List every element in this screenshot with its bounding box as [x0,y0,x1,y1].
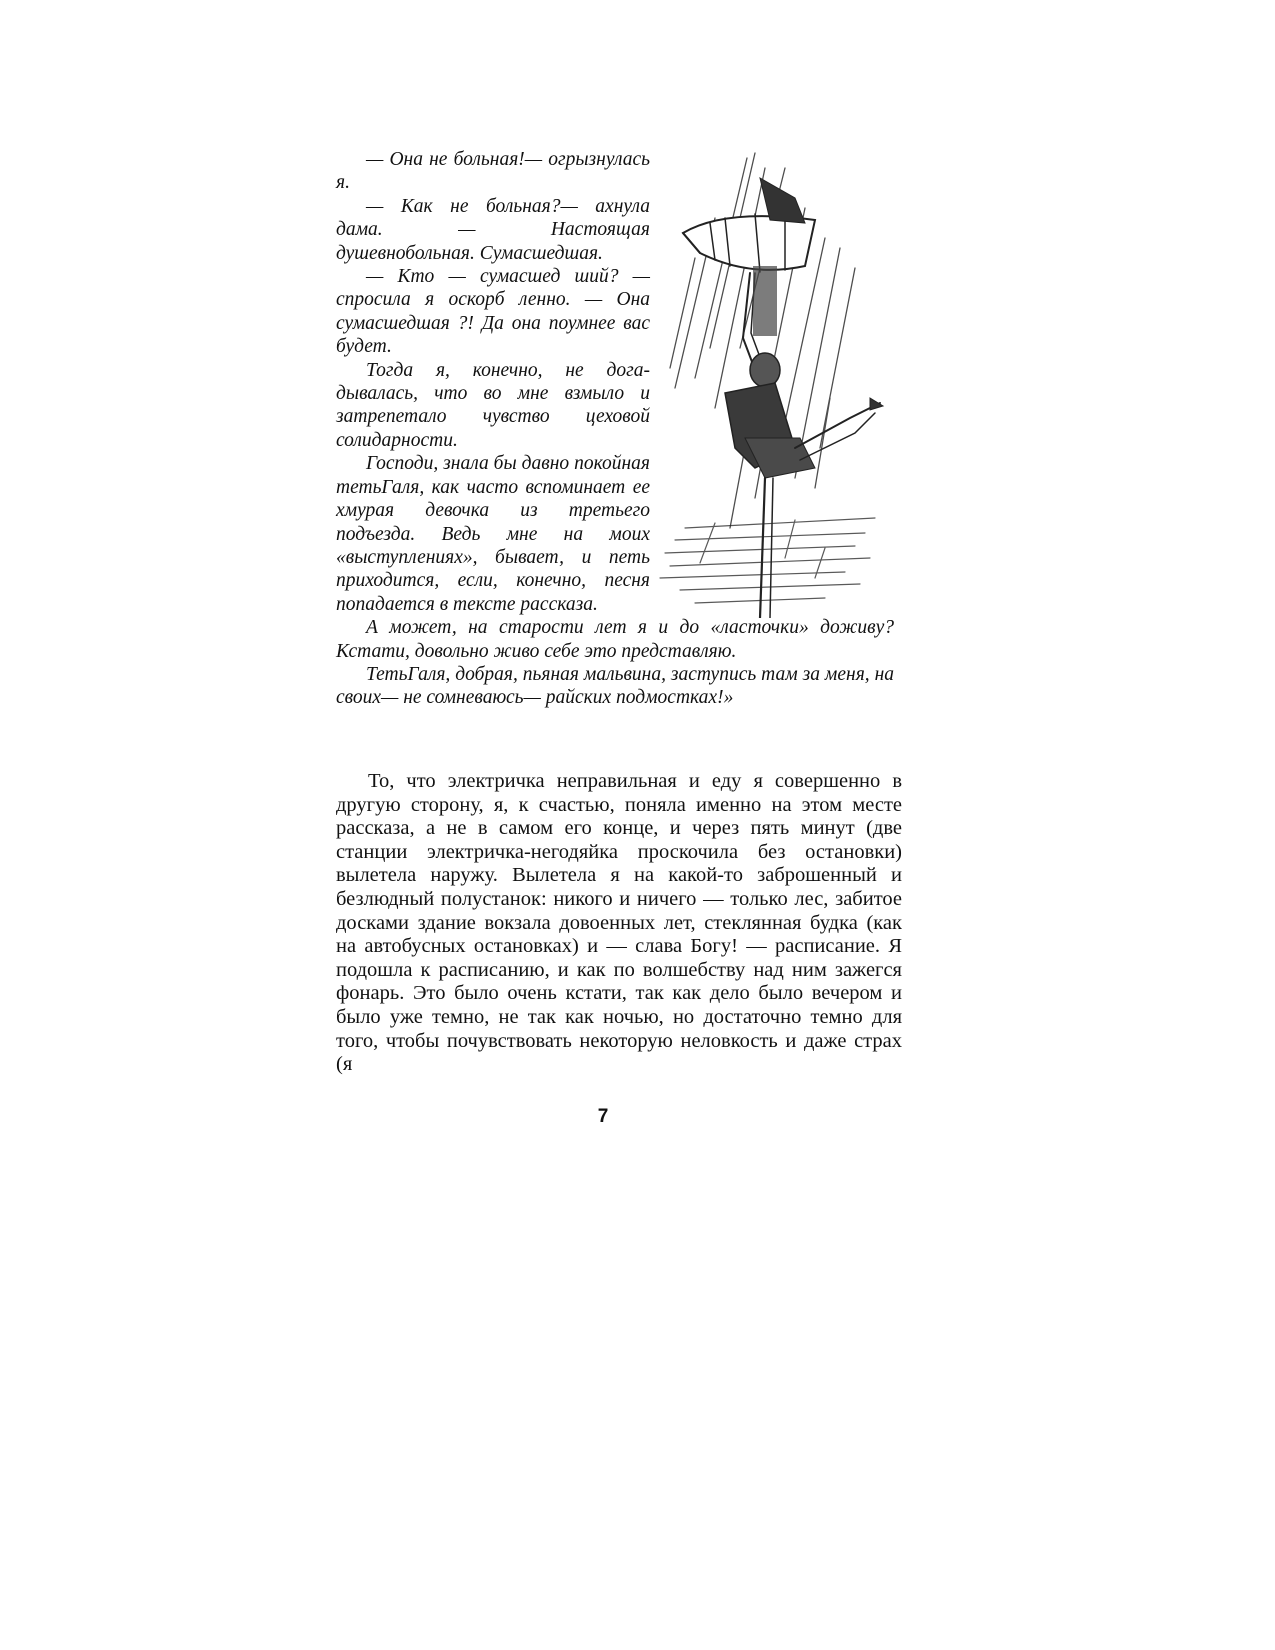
paragraph-lord: Господи, знала бы давно покойная тетьГаля, как часто вспоминает ее хмурая девочка из третьего подъезда. Ведь мне на моих «выступлениях», бывает, и петь приходится, если, конечно, песня попадается в тексте рассказа. [336,453,650,615]
paragraph-solidarity: Тогда я, конечно, не догадывалась, что во мне взмыло и затрепетало чувство цеховой солидарности. [336,359,650,451]
paragraph-dialogue-1: — Она не больная!— огрызнулась я. [336,149,650,194]
paragraph-dialogue-2: — Как не больная?— ахнула дама. — Настоящая душевнобольная. Сумасшедшая. [336,195,650,264]
wide-text-block [336,616,894,710]
sketch-image-icon [655,148,885,618]
paragraph-aunt-galya: ТетьГаля, добрая, пьяная мальвина, заступись там за меня, на своих— не сомневаюсь— райских подмостках!» [336,663,894,709]
narrow-text-column [336,148,650,616]
paragraph-dialogue-3: — Кто — сумасшед ший? — спросила я оскорб ленно. — Она сумасшедшая ?! Да она поумнее вас будет. [336,266,650,358]
dancer-umbrella-illustration [655,148,885,618]
paragraph-swallow: А может, на старости лет я и до «ласточки» доживу? Кстати, довольно живо себе это представляю. [336,617,894,662]
page-number: 7 [597,1106,609,1127]
main-body-text [336,770,902,1077]
paragraph-electric-train: То, что электричка неправильная и еду я совершенно в другую сторону, я, к счастью, поняла именно на этом месте рассказа, а не в самом его конце, и через пять минут (две станции электричка-негодяйка проскочила без остановки) вылетела наружу. Вылетела я на какой-то заброшенный и безлюдный полустанок: никого и ничего — только лес, забитое досками здание вокзала довоенных лет, стеклянная будка (как на автобусных остановках) и — слава Богу! — расписание. Я подошла к расписанию, и как по волшебству над ним зажегся фонарь. Это было очень кстати, так как дело было вечером и было уже темно, не так как ночью, но достаточно темно для того, чтобы почувствовать некоторую неловкость и даже страх (я [336,770,902,1076]
